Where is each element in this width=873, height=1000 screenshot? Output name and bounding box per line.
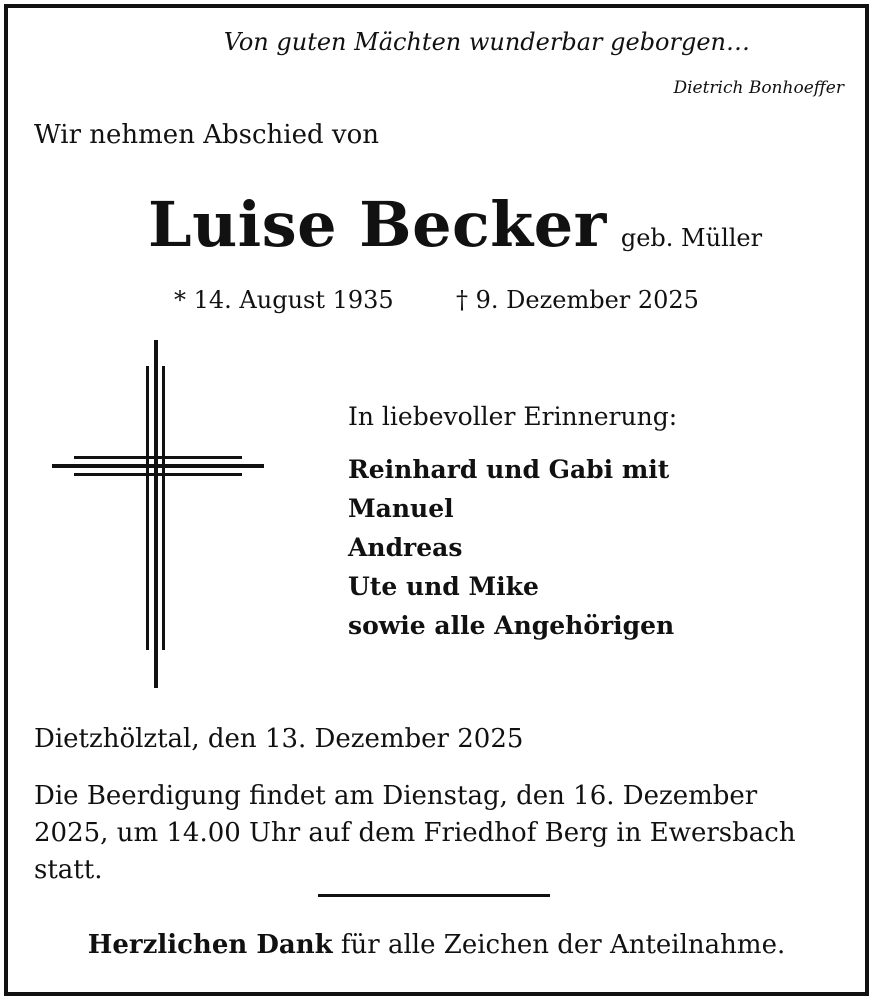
divider-line — [318, 894, 550, 897]
mourners-intro: In liebevoller Erinnerung: — [348, 402, 678, 431]
death-date: † 9. Dezember 2025 — [456, 286, 699, 314]
thanks-rest: für alle Zeichen der Anteilnahme. — [332, 930, 786, 960]
mourner-name: sowie alle Angehörigen — [348, 611, 675, 640]
mourner-name: Andreas — [348, 533, 463, 562]
mourner-name: Manuel — [348, 494, 454, 523]
farewell-intro: Wir nehmen Abschied von — [34, 120, 379, 150]
mourners-list — [348, 450, 674, 645]
thanks-line — [0, 930, 873, 960]
mourner-name: Ute und Mike — [348, 572, 539, 601]
maiden-name: geb. Müller — [620, 224, 763, 252]
mourner-name: Reinhard und Gabi mit — [348, 455, 670, 484]
deceased-name: Luise Becker — [148, 188, 607, 261]
place-and-date: Dietzhölztal, den 13. Dezember 2025 — [34, 724, 524, 754]
quote-text: Von guten Mächten wunderbar geborgen… — [223, 28, 750, 56]
birth-date: * 14. August 1935 — [174, 286, 394, 314]
thanks-bold: Herzlichen Dank — [87, 930, 333, 960]
cross-icon — [52, 340, 264, 688]
funeral-notice: Die Beerdigung findet am Dienstag, den 16. Dezember 2025, um 14.00 Uhr auf dem Friedhof Berg in Ewersbach statt. — [34, 781, 796, 885]
quote-author: Dietrich Bonhoeffer — [673, 78, 844, 98]
deceased-name-line — [148, 188, 762, 261]
